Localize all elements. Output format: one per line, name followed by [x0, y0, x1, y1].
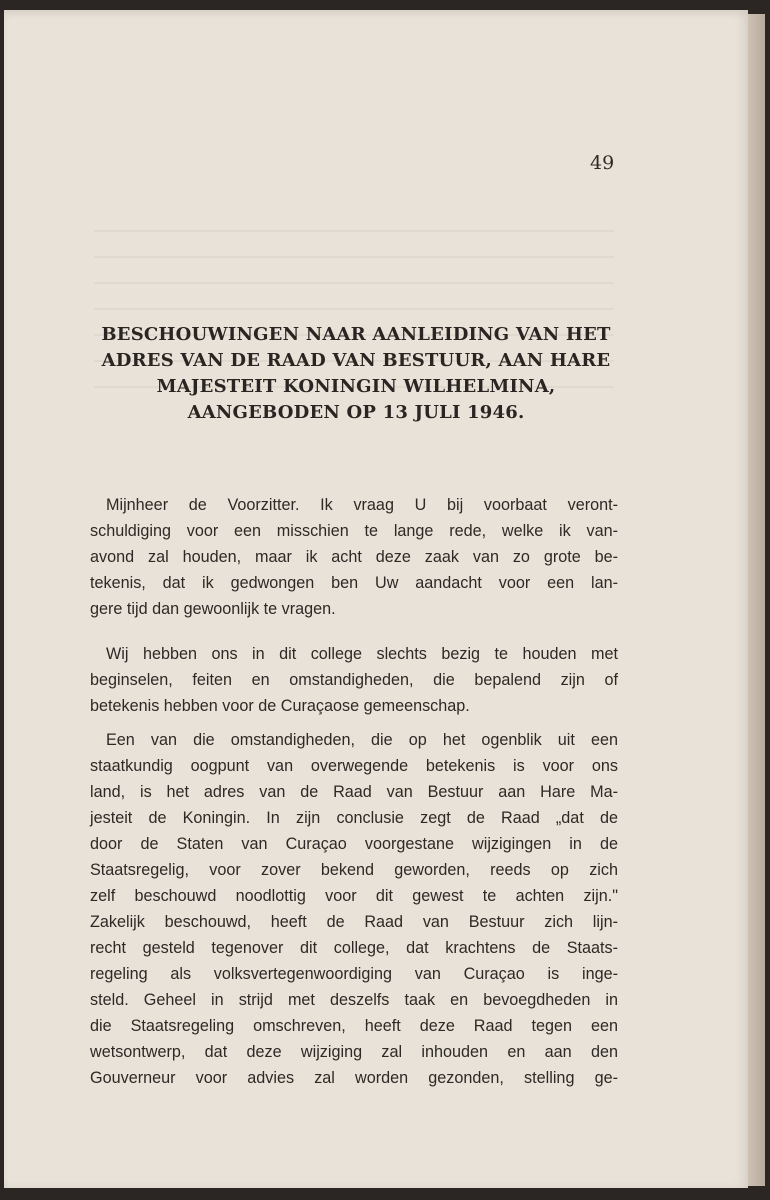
text-line: steld. Geheel in strijd met deszelfs taak en bevoegdheden in — [90, 991, 618, 1009]
paragraph-1 — [90, 492, 618, 622]
book-page — [4, 10, 748, 1188]
heading-line-2: ADRES VAN DE RAAD VAN BESTUUR, AAN HARE — [101, 350, 611, 371]
text-line: die Staatsregeling omschreven, heeft deze Raad tegen een — [90, 1017, 618, 1035]
text-line: Staatsregelig, voor zover bekend geworden, reeds op zich — [90, 861, 618, 879]
page-number: 49 — [590, 152, 615, 174]
text-line: gere tijd dan gewoonlijk te vragen. — [90, 600, 336, 618]
heading-line-4: AANGEBODEN OP 13 JULI 1946. — [187, 402, 525, 423]
text-line: beginselen, feiten en omstandigheden, die bepalend zijn of — [90, 671, 618, 689]
text-line: door de Staten van Curaçao voorgestane wijzigingen in de — [90, 835, 618, 853]
paragraph-2 — [90, 641, 618, 719]
text-line: zelf beschouwd noodlottig voor dit gewest te achten zijn." — [90, 887, 618, 905]
text-line: Wij hebben ons in dit college slechts bezig te houden met — [106, 645, 618, 663]
heading-line-1: BESCHOUWINGEN NAAR AANLEIDING VAN HET — [101, 324, 611, 345]
text-line: Mijnheer de Voorzitter. Ik vraag U bij voorbaat veront- — [106, 496, 618, 514]
text-line: Een van die omstandigheden, die op het ogenblik uit een — [106, 731, 618, 749]
text-line: recht gesteld tegenover dit college, dat krachtens de Staats- — [90, 939, 618, 957]
text-line: betekenis hebben voor de Curaçaose gemeenschap. — [90, 697, 470, 715]
paragraph-3 — [90, 727, 618, 1091]
text-line: jesteit de Koningin. In zijn conclusie zegt de Raad „dat de — [90, 809, 618, 827]
text-line: regeling als volksvertegenwoordiging van Curaçao is inge- — [90, 965, 618, 983]
text-line: land, is het adres van de Raad van Bestuur aan Hare Ma- — [90, 783, 618, 801]
text-line: Zakelijk beschouwd, heeft de Raad van Bestuur zich lijn- — [90, 913, 618, 931]
text-line: schuldiging voor een misschien te lange rede, welke ik van- — [90, 522, 618, 540]
chapter-heading — [78, 322, 634, 426]
text-line: Gouverneur voor advies zal worden gezonden, stelling ge- — [90, 1069, 618, 1087]
text-line: avond zal houden, maar ik acht deze zaak van zo grote be- — [90, 548, 618, 566]
heading-line-3: MAJESTEIT KONINGIN WILHELMINA, — [156, 376, 556, 397]
body-text — [90, 492, 618, 1091]
text-line: tekenis, dat ik gedwongen ben Uw aandacht voor een lan- — [90, 574, 618, 592]
text-line: wetsontwerp, dat deze wijziging zal inhouden en aan den — [90, 1043, 618, 1061]
text-line: staatkundig oogpunt van overwegende betekenis is voor ons — [90, 757, 618, 775]
